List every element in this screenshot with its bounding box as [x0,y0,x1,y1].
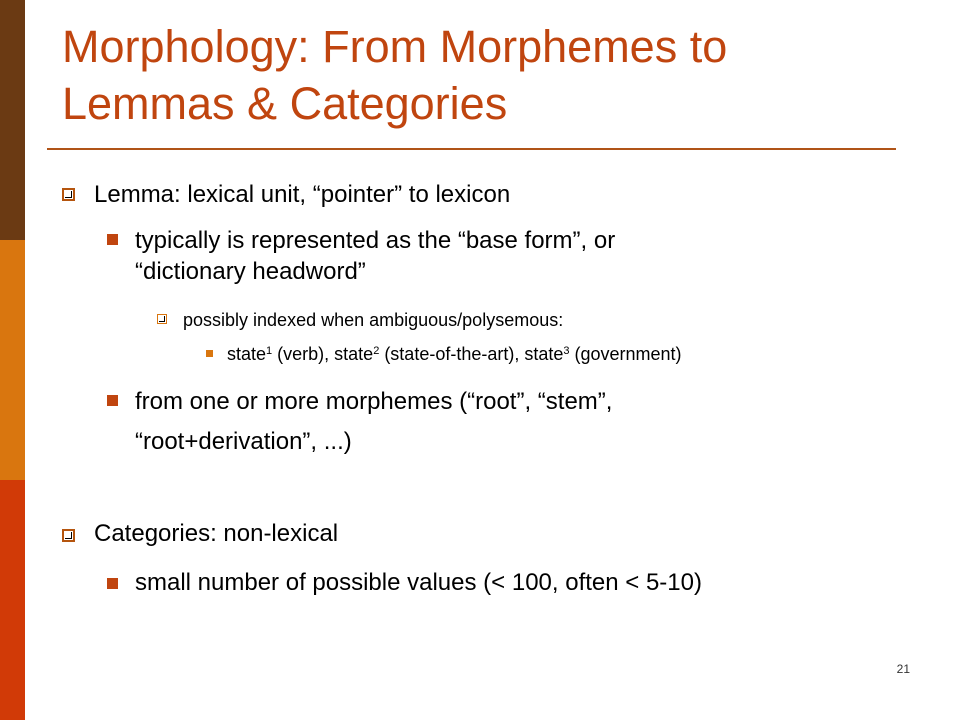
solid-square-bullet-icon [107,234,118,245]
superscript-1: 1 [266,345,273,357]
slide-title-line-1: Morphology: From Morphemes to [62,21,728,72]
bullet-state-senses-text [227,343,682,365]
bullet-values-text: small number of possible values (< 100, often < 5-10) [135,569,702,596]
hollow-square-bullet-icon [157,314,167,324]
bullet-indexed-text: possibly indexed when ambiguous/polysemous: [183,310,564,330]
hollow-square-bullet-icon [62,529,75,542]
bullet-morphemes-line-2: “root+derivation”, ...) [135,428,352,455]
bullet-base-form-line-1: typically is represented as the “base form”, or [135,227,616,254]
solid-square-bullet-icon [107,395,118,406]
solid-square-bullet-icon [206,350,213,357]
slide-title-line-2: Lemmas & Categories [62,78,508,129]
solid-square-bullet-icon [107,578,118,589]
superscript-2: 2 [373,345,380,357]
bullet-categories-text: Categories: non-lexical [94,520,339,547]
state-art: (state-of-the-art), state [379,344,564,364]
state-government: (government) [569,344,682,364]
superscript-3: 3 [563,345,570,357]
bullet-morphemes-line-1: from one or more morphemes (“root”, “stem”, [135,388,613,415]
bullet-base-form-line-2: “dictionary headword” [135,258,366,285]
bullet-lemma-text: Lemma: lexical unit, “pointer” to lexicon [94,181,511,208]
page-number: 21 [896,662,910,676]
hollow-square-bullet-icon [62,188,75,201]
state-word: state [227,344,267,364]
state-verb: (verb), state [272,344,374,364]
